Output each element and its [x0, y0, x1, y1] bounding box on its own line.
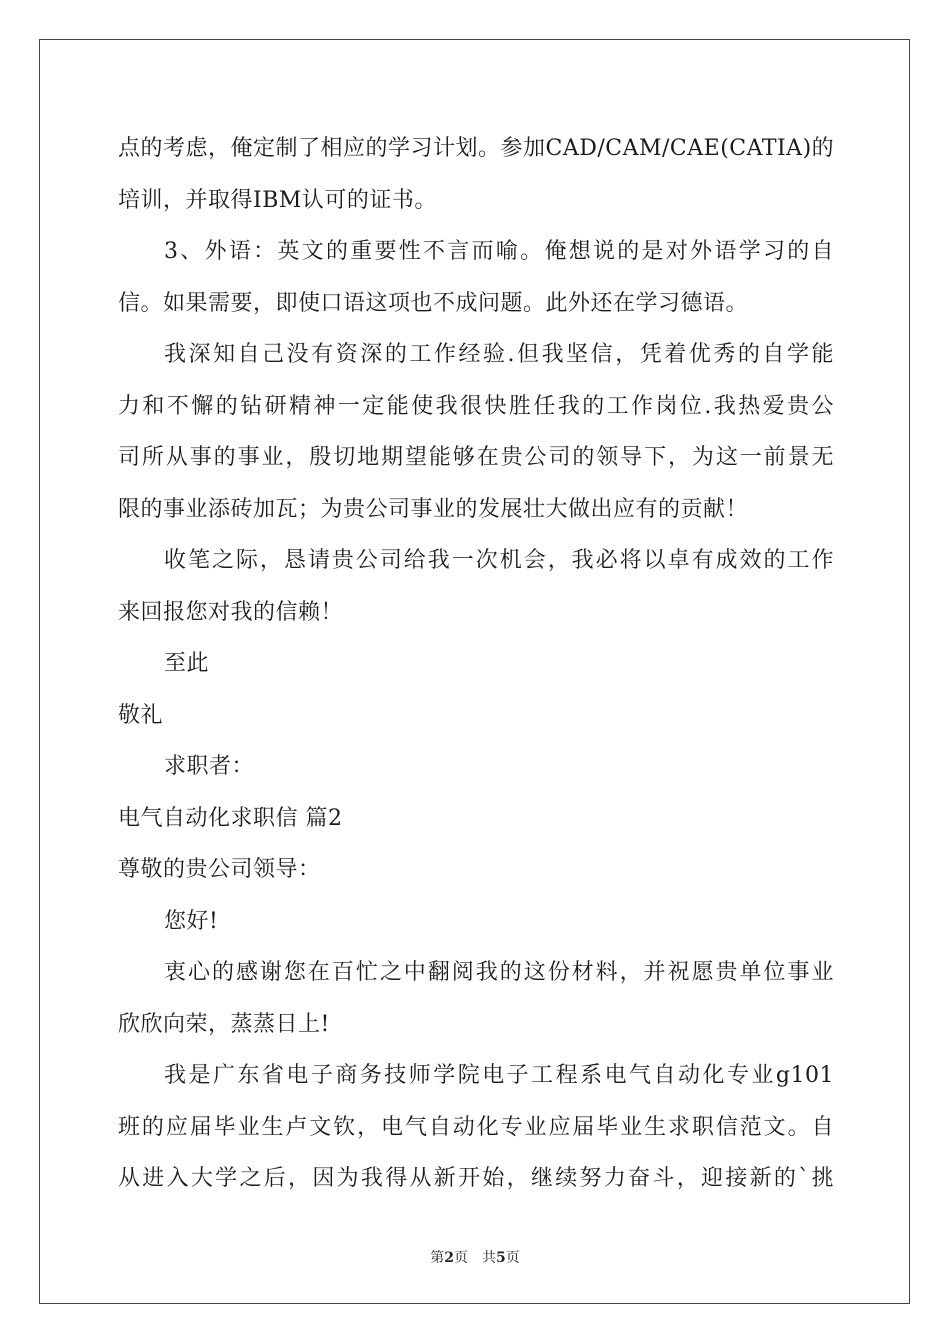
letter-greeting: 尊敬的贵公司领导： [118, 857, 321, 882]
text-line: 我深知自己没有资深的工作经验.但我坚信，凭着优秀的自学能 [164, 342, 834, 367]
text-line: 点的考虑，俺定制了相应的学习计划。参加CAD/CAM/CAE(CATIA)的 [118, 136, 835, 161]
text-line: 来回报您对我的信赖！ [118, 599, 344, 625]
page-footer [0, 1247, 950, 1267]
text-line: 限的事业添砖加瓦；为贵公司事业的发展壮大做出应有的贡献！ [118, 496, 749, 522]
text-line: 班的应届毕业生卢文钦，电气自动化专业应届毕业生求职信范文。自 [118, 1114, 834, 1140]
total-prefix: 共 [482, 1250, 496, 1266]
salutation-respect: 敬礼 [118, 702, 164, 728]
section-heading: 电气自动化求职信 篇2 [118, 805, 343, 831]
text-line: 培训，并取得IBM认可的证书。 [118, 187, 437, 213]
hello-line: 您好! [164, 908, 219, 934]
document-body [118, 129, 834, 1211]
text-line: 力和不懈的钻研精神一定能使我很快胜任我的工作岗位.我热爱贵公 [118, 393, 834, 419]
closing-phrase: 至此 [164, 651, 210, 676]
total-pages: 5 [496, 1250, 506, 1266]
text-line: 衷心的感谢您在百忙之中翻阅我的这份材料，并祝愿贵单位事业 [164, 960, 834, 985]
text-line: 欣欣向荣，蒸蒸日上! [118, 1011, 330, 1037]
text-line: 我是广东省电子商务技师学院电子工程系电气自动化专业g101 [164, 1063, 834, 1088]
page-number: 2 [444, 1250, 454, 1266]
page-prefix: 第 [430, 1250, 445, 1266]
text-line: 从进入大学之后，因为我得从新开始，继续努力奋斗，迎接新的`挑 [118, 1166, 834, 1191]
page-suffix: 页 [454, 1250, 468, 1266]
text-line: 信。如果需要，即使口语这项也不成问题。此外还在学习德语。 [118, 290, 749, 316]
total-suffix: 页 [505, 1250, 520, 1266]
text-line: 司所从事的事业，殷切地期望能够在贵公司的领导下，为这一前景无 [118, 445, 834, 470]
signature-label: 求职者： [164, 754, 255, 779]
text-line: 收笔之际，恳请贵公司给我一次机会，我必将以卓有成效的工作 [164, 548, 834, 573]
text-line: 3、外语：英文的重要性不言而喻。俺想说的是对外语学习的自 [164, 239, 834, 264]
